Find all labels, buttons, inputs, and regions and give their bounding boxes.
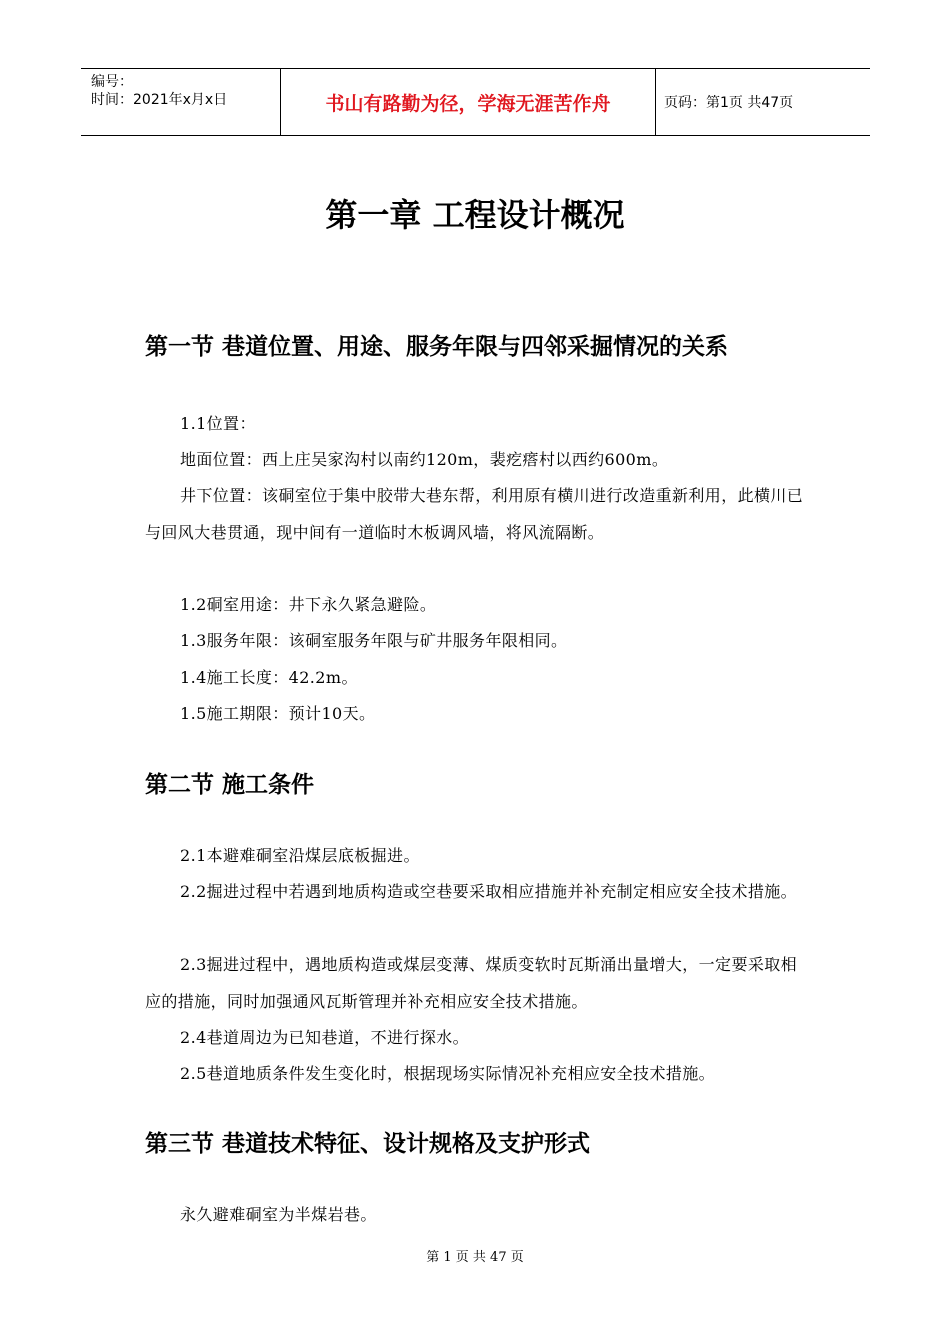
header-motto: 书山有路勤为径，学海无涯苦作舟: [281, 69, 656, 135]
paragraph: 2.5巷道地质条件发生变化时，根据现场实际情况补充相应安全技术措施。: [180, 1064, 716, 1083]
paragraph: 1.1位置：: [180, 414, 256, 433]
section-title-1: 第一节 巷道位置、用途、服务年限与四邻采掘情况的关系: [145, 334, 729, 360]
header-time: 时间：2021年x月x日: [91, 92, 228, 108]
paragraph: 1.2硐室用途：井下永久紧急避险。: [180, 595, 437, 614]
paragraph: 井下位置：该硐室位于集中胶带大巷东帮，利用原有横川进行改造重新利用，此横川已与回风大巷贯通，现中间有一道临时木板调风墙，将风流隔断。: [145, 486, 804, 542]
section-title-3: 第三节 巷道技术特征、设计规格及支护形式: [145, 1131, 591, 1157]
paragraph: 1.4施工长度：42.2m。: [180, 668, 358, 687]
paragraph: 2.4巷道周边为已知巷道，不进行探水。: [180, 1028, 470, 1047]
header-number: 编号：: [91, 74, 133, 90]
page-footer: 第 1 页 共 47 页: [426, 1250, 524, 1265]
header-page-info: 页码：第1页 共47页: [664, 95, 794, 111]
paragraph: 2.3掘进过程中，遇地质构造或煤层变薄、煤质变软时瓦斯涌出量增大，一定要采取相应的措施，同时加强通风瓦斯管理并补充相应安全技术措施。: [145, 955, 798, 1011]
section-title-2: 第二节 施工条件: [145, 772, 315, 798]
page-header: [81, 68, 870, 136]
paragraph: 永久避难硐室为半煤岩巷。: [180, 1205, 377, 1224]
paragraph: 1.3服务年限：该硐室服务年限与矿井服务年限相同。: [180, 631, 568, 650]
paragraph: 2.1本避难硐室沿煤层底板掘进。: [180, 846, 420, 865]
paragraph: 1.5施工期限：预计10天。: [180, 704, 376, 723]
paragraph: 2.2掘进过程中若遇到地质构造或空巷要采取相应措施并补充制定相应安全技术措施。: [180, 882, 798, 901]
header-meta: [81, 69, 281, 135]
chapter-title: 第一章 工程设计概况: [325, 196, 625, 234]
paragraph: 地面位置：西上庄吴家沟村以南约120m，裴疙瘩村以西约600m。: [180, 450, 669, 469]
